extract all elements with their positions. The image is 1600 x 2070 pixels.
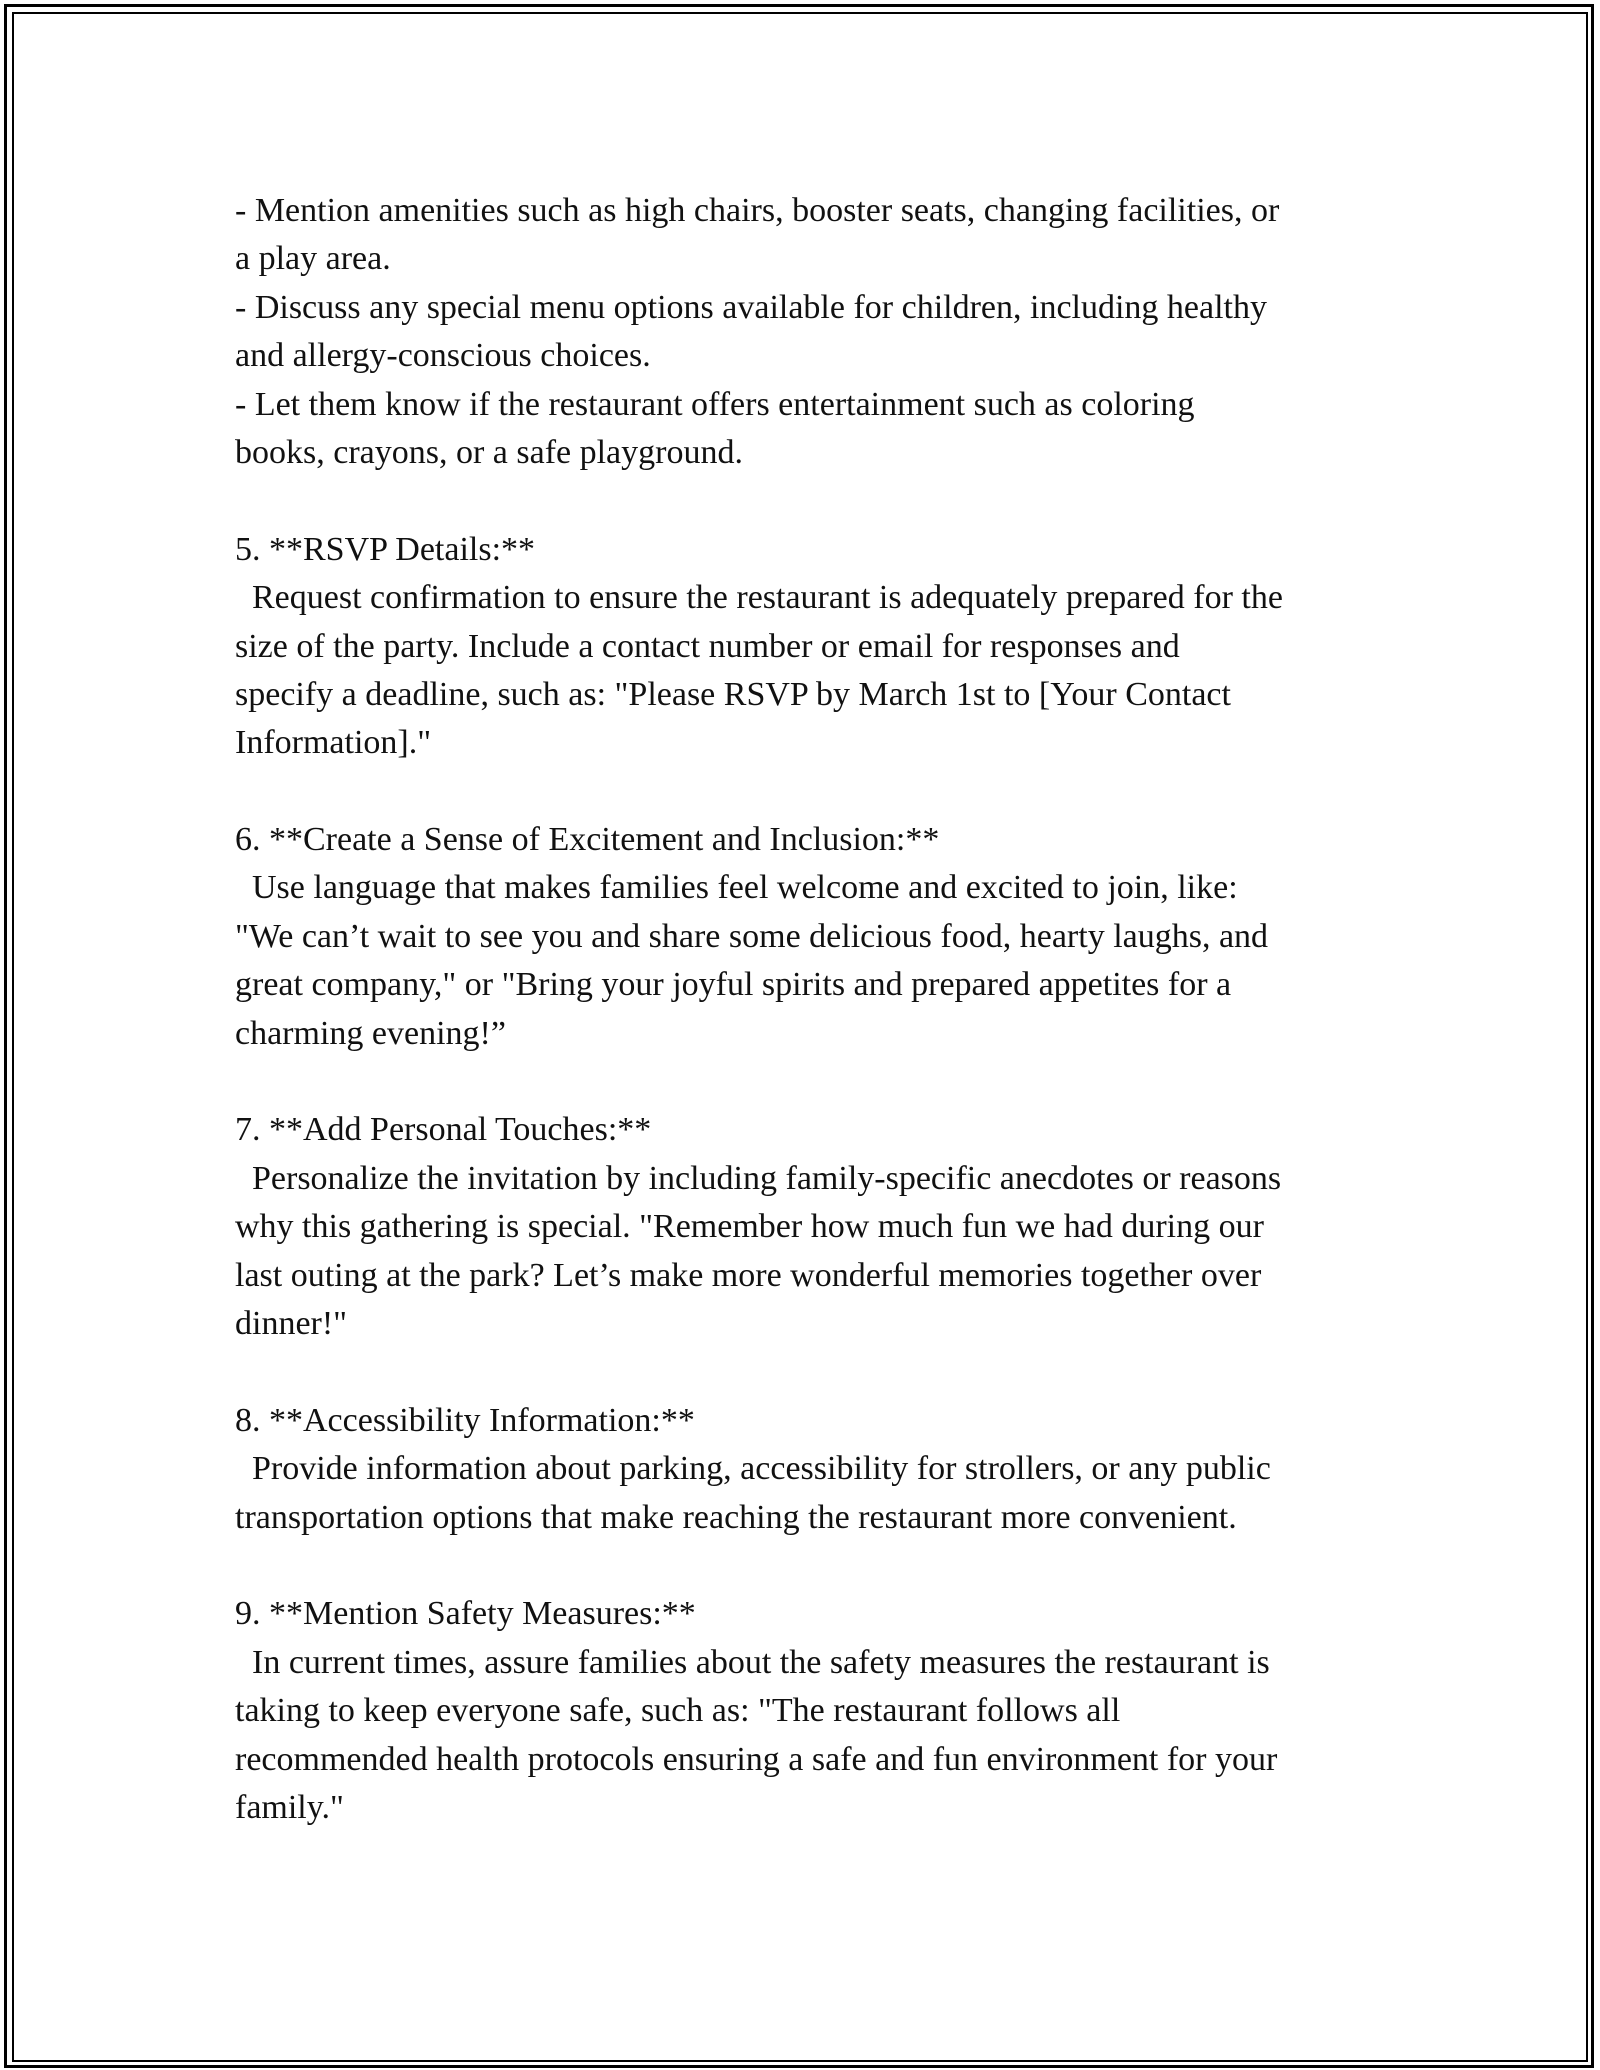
list-item <box>235 381 1375 478</box>
paragraph-spacer <box>235 477 1375 525</box>
section-rsvp-details <box>235 526 1375 768</box>
list-item-line: and allergy-conscious choices. <box>235 337 651 375</box>
section-body-line: Request confirmation to ensure the restaurant is adequately prepared for the <box>235 579 1283 617</box>
section-body-line: charming evening!” <box>235 1014 506 1052</box>
section-body-line: Use language that makes families feel welcome and excited to join, like: <box>235 869 1238 907</box>
list-item-line: - Let them know if the restaurant offers entertainment such as coloring <box>235 385 1195 423</box>
list-item <box>235 187 1375 284</box>
section-heading: 9. **Mention Safety Measures:** <box>235 1595 696 1633</box>
list-item-line: a play area. <box>235 240 391 278</box>
section-heading: 7. **Add Personal Touches:** <box>235 1111 652 1149</box>
section-body-line: In current times, assure families about the safety measures the restaurant is <box>235 1643 1270 1681</box>
section-body-line: why this gathering is special. "Remember how much fun we had during our <box>235 1208 1264 1246</box>
section-heading: 8. **Accessibility Information:** <box>235 1401 695 1439</box>
paragraph-spacer <box>235 1542 1375 1590</box>
paragraph-spacer <box>235 1058 1375 1106</box>
section-body-line: Provide information about parking, accessibility for strollers, or any public <box>235 1450 1271 1488</box>
document-body <box>235 187 1375 1832</box>
section-safety-measures <box>235 1590 1375 1832</box>
list-item-line: books, crayons, or a safe playground. <box>235 433 743 471</box>
section-body-line: dinner!" <box>235 1304 348 1342</box>
section-body-line: transportation options that make reaching the restaurant more convenient. <box>235 1498 1237 1536</box>
section-personal-touches <box>235 1106 1375 1348</box>
section-body-line: size of the party. Include a contact number or email for responses and <box>235 627 1180 665</box>
section-body-line: specify a deadline, such as: "Please RSVP by March 1st to [Your Contact <box>235 675 1231 713</box>
section-accessibility <box>235 1397 1375 1542</box>
section-body-line: last outing at the park? Let’s make more wonderful memories together over <box>235 1256 1262 1294</box>
section-body-line: family." <box>235 1788 344 1826</box>
list-item <box>235 284 1375 381</box>
section-heading: 5. **RSVP Details:** <box>235 530 536 568</box>
section-body-line: great company," or "Bring your joyful spirits and prepared appetites for a <box>235 966 1232 1004</box>
section-body-line: Information]." <box>235 724 432 762</box>
list-item-line: - Mention amenities such as high chairs, booster seats, changing facilities, or <box>235 192 1280 229</box>
amenities-list <box>235 187 1375 477</box>
section-body-line: recommended health protocols ensuring a safe and fun environment for your <box>235 1740 1278 1778</box>
paragraph-spacer <box>235 1348 1375 1396</box>
section-body-line: "We can’t wait to see you and share some delicious food, hearty laughs, and <box>235 917 1269 955</box>
section-body-line: Personalize the invitation by including family-specific anecdotes or reasons <box>235 1159 1282 1197</box>
section-heading: 6. **Create a Sense of Excitement and Inclusion:** <box>235 821 940 859</box>
section-body-line: taking to keep everyone safe, such as: "The restaurant follows all <box>235 1692 1121 1730</box>
list-item-line: - Discuss any special menu options available for children, including healthy <box>235 288 1268 326</box>
paragraph-spacer <box>235 768 1375 816</box>
section-excitement-inclusion <box>235 816 1375 1058</box>
